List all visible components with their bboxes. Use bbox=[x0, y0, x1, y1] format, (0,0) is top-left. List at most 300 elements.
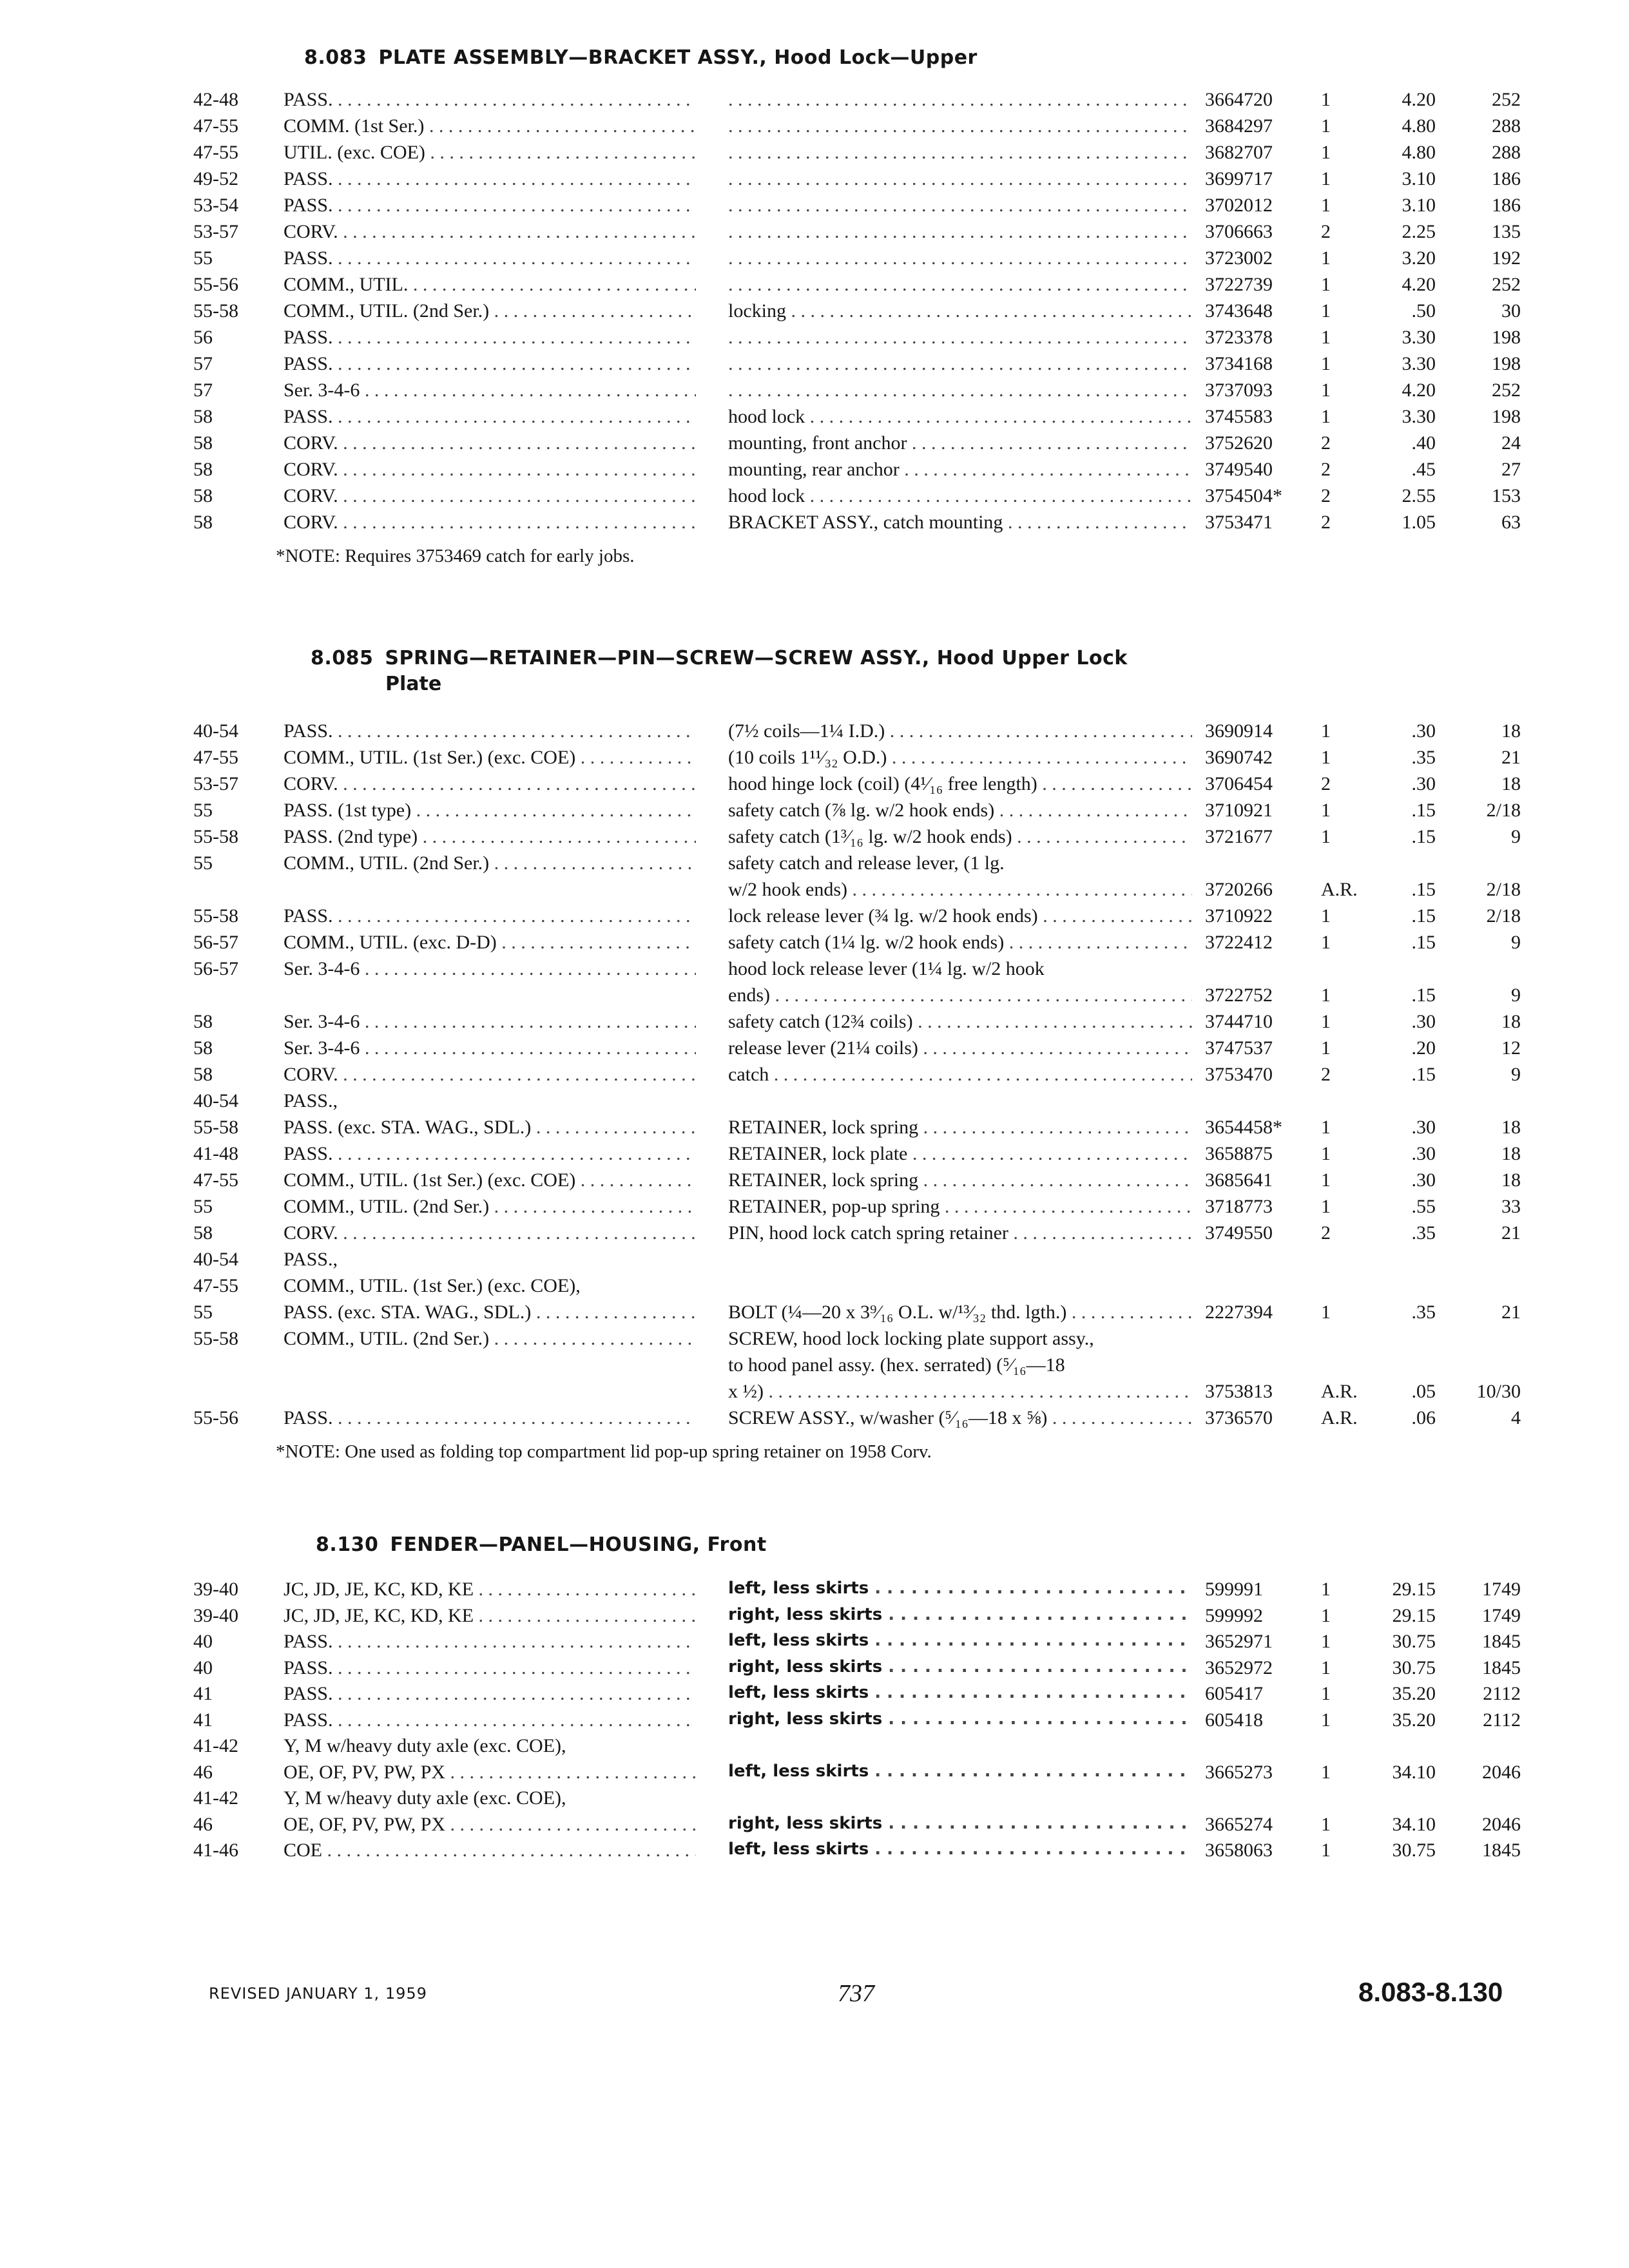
part-number: 3665273 bbox=[1205, 1761, 1273, 1783]
row-year: 39-40 bbox=[193, 1604, 238, 1626]
quantity: 1 bbox=[1321, 1683, 1331, 1704]
row-model bbox=[284, 512, 696, 533]
weight: 9 bbox=[1511, 932, 1521, 953]
quantity: 1 bbox=[1321, 1579, 1331, 1600]
row-model-text: Y, M w/heavy duty axle (exc. COE), bbox=[284, 1787, 566, 1809]
row-model-text: Y, M w/heavy duty axle (exc. COE), bbox=[284, 1735, 566, 1756]
row-description bbox=[728, 905, 1192, 927]
part-number: 3706454 bbox=[1205, 773, 1273, 794]
row-description bbox=[728, 115, 1192, 137]
row-model bbox=[284, 300, 696, 322]
row-description bbox=[728, 89, 1192, 111]
price: 4.20 bbox=[1402, 274, 1436, 295]
section-title bbox=[316, 1533, 767, 1556]
row-description bbox=[728, 1381, 1192, 1403]
row-model bbox=[284, 353, 696, 375]
price: .30 bbox=[1411, 1011, 1436, 1032]
row-model-text: PASS. bbox=[284, 1631, 333, 1652]
quantity: 2 bbox=[1321, 432, 1331, 454]
row-model bbox=[284, 274, 696, 296]
row-year: 58 bbox=[193, 432, 213, 454]
row-description-text: RETAINER, lock spring bbox=[728, 1117, 919, 1138]
quantity: 1 bbox=[1321, 168, 1331, 189]
part-number: 599992 bbox=[1205, 1604, 1263, 1626]
row-model-text: PASS. bbox=[284, 168, 333, 189]
row-description-text: to hood panel assy. (hex. serrated) (⁵⁄₁₆—18 bbox=[728, 1354, 1065, 1376]
row-year: 40-54 bbox=[193, 1249, 238, 1270]
weight: 18 bbox=[1501, 1117, 1521, 1138]
quantity: 2 bbox=[1321, 485, 1331, 506]
row-model bbox=[284, 485, 696, 507]
section-range: 8.083-8.130 bbox=[1358, 1977, 1503, 2007]
row-year: 58 bbox=[193, 1222, 213, 1244]
row-year: 55 bbox=[193, 1302, 213, 1323]
row-model-text: CORV. bbox=[284, 773, 338, 794]
row-model-text: CORV. bbox=[284, 221, 338, 242]
row-model-text: COE bbox=[284, 1840, 322, 1861]
row-model bbox=[284, 115, 696, 137]
row-description bbox=[728, 195, 1192, 216]
price: .15 bbox=[1411, 985, 1436, 1006]
quantity: 1 bbox=[1321, 1761, 1331, 1783]
price: .40 bbox=[1411, 432, 1436, 454]
row-year: 55-58 bbox=[193, 826, 238, 847]
row-model-text: JC, JD, JE, KC, KD, KE bbox=[284, 1604, 474, 1626]
quantity: 1 bbox=[1321, 1011, 1331, 1032]
part-number: 3723002 bbox=[1205, 247, 1273, 269]
part-number: 3702012 bbox=[1205, 195, 1273, 216]
row-year: 40-54 bbox=[193, 720, 238, 742]
part-number: 3658875 bbox=[1205, 1143, 1273, 1164]
row-year: 42-48 bbox=[193, 89, 238, 110]
row-description bbox=[728, 1169, 1192, 1191]
row-description bbox=[728, 1328, 1192, 1350]
row-model bbox=[284, 1787, 696, 1809]
price: .30 bbox=[1411, 773, 1436, 794]
price: .20 bbox=[1411, 1037, 1436, 1059]
row-description-text: BOLT (¼—20 x 3⁹⁄₁₆ O.L. w/¹³⁄₃₂ thd. lgth.) bbox=[728, 1302, 1067, 1323]
quantity: 1 bbox=[1321, 747, 1331, 768]
row-description-text: right, less skirts bbox=[728, 1709, 883, 1729]
price: .55 bbox=[1411, 1196, 1436, 1217]
row-model-text: PASS. bbox=[284, 327, 333, 348]
row-year: 57 bbox=[193, 353, 213, 374]
weight: 192 bbox=[1492, 247, 1521, 269]
row-description bbox=[728, 985, 1192, 1006]
page-number: 737 bbox=[838, 1980, 874, 2007]
section-heading-continued: Plate bbox=[385, 673, 442, 695]
part-number: 3722739 bbox=[1205, 274, 1273, 295]
row-model-text: PASS., bbox=[284, 1090, 338, 1111]
row-model bbox=[284, 406, 696, 428]
row-year: 53-57 bbox=[193, 773, 238, 794]
row-description bbox=[728, 1814, 1192, 1833]
weight: 198 bbox=[1492, 327, 1521, 348]
row-year: 55-58 bbox=[193, 1328, 238, 1349]
price: .35 bbox=[1411, 747, 1436, 768]
quantity: 1 bbox=[1321, 1657, 1331, 1678]
row-description-text: left, less skirts bbox=[728, 1631, 869, 1650]
row-description-text: (10 coils 1¹¹⁄₃₂ O.D.) bbox=[728, 747, 887, 768]
row-year: 41-48 bbox=[193, 1143, 238, 1164]
quantity: 1 bbox=[1321, 800, 1331, 821]
row-model bbox=[284, 1657, 696, 1679]
row-description bbox=[728, 773, 1192, 795]
row-description-text: hood hinge lock (coil) (4¹⁄₁₆ free length) bbox=[728, 773, 1037, 794]
row-description bbox=[728, 1840, 1192, 1859]
row-year: 55-58 bbox=[193, 300, 238, 322]
row-year: 47-55 bbox=[193, 115, 238, 137]
quantity: 2 bbox=[1321, 1064, 1331, 1085]
row-description-text: right, less skirts bbox=[728, 1813, 883, 1833]
part-number: 599991 bbox=[1205, 1579, 1263, 1600]
row-description-text: left, less skirts bbox=[728, 1579, 869, 1598]
row-model-text: COMM., UTIL. bbox=[284, 274, 409, 295]
weight: 288 bbox=[1492, 115, 1521, 137]
row-model-text: CORV. bbox=[284, 485, 338, 506]
part-number: 3753471 bbox=[1205, 512, 1273, 533]
row-model-text: Ser. 3-4-6 bbox=[284, 1037, 360, 1059]
part-number: 3684297 bbox=[1205, 115, 1273, 137]
price: 4.20 bbox=[1402, 380, 1436, 401]
price: 30.75 bbox=[1392, 1657, 1436, 1678]
row-description-text: safety catch (1³⁄₁₆ lg. w/2 hook ends) bbox=[728, 826, 1012, 847]
row-year: 55 bbox=[193, 247, 213, 269]
part-number: 2227394 bbox=[1205, 1302, 1273, 1323]
quantity: 1 bbox=[1321, 1840, 1331, 1861]
row-model bbox=[284, 1249, 696, 1271]
weight: 10/30 bbox=[1476, 1381, 1521, 1402]
weight: 21 bbox=[1501, 1222, 1521, 1244]
weight: 1845 bbox=[1482, 1631, 1521, 1652]
part-number: 3654458* bbox=[1205, 1117, 1282, 1138]
part-number: 3720266 bbox=[1205, 879, 1273, 900]
weight: 18 bbox=[1501, 1011, 1521, 1032]
row-description bbox=[728, 1657, 1192, 1677]
row-year: 55 bbox=[193, 1196, 213, 1217]
weight: 153 bbox=[1492, 485, 1521, 506]
row-model-text: PASS. (exc. STA. WAG., SDL.) bbox=[284, 1117, 532, 1138]
weight: 2112 bbox=[1483, 1683, 1521, 1704]
row-description-text: locking bbox=[728, 300, 786, 322]
row-description bbox=[728, 958, 1192, 980]
row-description-text: safety catch (1¼ lg. w/2 hook ends) bbox=[728, 932, 1005, 953]
quantity: 1 bbox=[1321, 1631, 1331, 1652]
row-model-text: CORV. bbox=[284, 1064, 338, 1085]
row-model-text: UTIL. (exc. COE) bbox=[284, 142, 425, 163]
weight: 9 bbox=[1511, 826, 1521, 847]
row-model bbox=[284, 380, 696, 401]
quantity: 1 bbox=[1321, 1169, 1331, 1191]
part-number: 3710921 bbox=[1205, 800, 1273, 821]
row-description bbox=[728, 1605, 1192, 1624]
quantity: 1 bbox=[1321, 142, 1331, 163]
row-description bbox=[728, 432, 1192, 454]
section-heading: SPRING—RETAINER—PIN—SCREW—SCREW ASSY., Hood Upper Lock bbox=[385, 647, 1128, 669]
row-description bbox=[728, 1222, 1192, 1244]
row-model-text: COMM., UTIL. (exc. D-D) bbox=[284, 932, 497, 953]
row-model bbox=[284, 247, 696, 269]
weight: 18 bbox=[1501, 1169, 1521, 1191]
row-year: 56-57 bbox=[193, 932, 238, 953]
price: .35 bbox=[1411, 1302, 1436, 1323]
row-year: 47-55 bbox=[193, 1275, 238, 1296]
quantity: 2 bbox=[1321, 221, 1331, 242]
row-model-text: OE, OF, PV, PW, PX bbox=[284, 1813, 446, 1835]
row-description-text: BRACKET ASSY., catch mounting bbox=[728, 512, 1003, 533]
row-description bbox=[728, 720, 1192, 742]
weight: 18 bbox=[1501, 1143, 1521, 1164]
part-number: 3682707 bbox=[1205, 142, 1273, 163]
price: 30.75 bbox=[1392, 1631, 1436, 1652]
row-model-text: COMM., UTIL. (2nd Ser.) bbox=[284, 852, 490, 874]
weight: 1845 bbox=[1482, 1657, 1521, 1678]
price: .35 bbox=[1411, 1222, 1436, 1244]
price: 3.30 bbox=[1402, 353, 1436, 374]
row-description-text: RETAINER, lock spring bbox=[728, 1169, 919, 1191]
section-heading: FENDER—PANEL—HOUSING, Front bbox=[390, 1533, 767, 1556]
price: 34.10 bbox=[1392, 1761, 1436, 1783]
quantity: 2 bbox=[1321, 1222, 1331, 1244]
part-number: 3736570 bbox=[1205, 1407, 1273, 1428]
row-year: 41 bbox=[193, 1683, 213, 1704]
row-year: 39-40 bbox=[193, 1579, 238, 1600]
row-year: 55-58 bbox=[193, 1117, 238, 1138]
weight: 2/18 bbox=[1486, 800, 1521, 821]
row-year: 40 bbox=[193, 1631, 213, 1652]
part-number: 3652971 bbox=[1205, 1631, 1273, 1652]
part-number: 3652972 bbox=[1205, 1657, 1273, 1678]
row-model-text: CORV. bbox=[284, 459, 338, 480]
row-model bbox=[284, 1196, 696, 1218]
quantity: 2 bbox=[1321, 459, 1331, 480]
price: 3.30 bbox=[1402, 327, 1436, 348]
price: 3.10 bbox=[1402, 168, 1436, 189]
part-number: 3664720 bbox=[1205, 89, 1273, 110]
row-model bbox=[284, 1222, 696, 1244]
row-model bbox=[284, 1683, 696, 1705]
part-number: 605418 bbox=[1205, 1709, 1263, 1731]
row-model-text: CORV. bbox=[284, 432, 338, 454]
quantity: 1 bbox=[1321, 905, 1331, 927]
row-model-text: COMM., UTIL. (2nd Ser.) bbox=[284, 1328, 490, 1349]
row-model bbox=[284, 773, 696, 795]
part-number: 3699717 bbox=[1205, 168, 1273, 189]
row-model-text: COMM. (1st Ser.) bbox=[284, 115, 425, 137]
row-description-text: SCREW ASSY., w/washer (⁵⁄₁₆—18 x ⅝) bbox=[728, 1407, 1048, 1428]
quantity: 1 bbox=[1321, 195, 1331, 216]
row-model-text: PASS. bbox=[284, 1683, 333, 1704]
row-description bbox=[728, 168, 1192, 190]
row-description bbox=[728, 221, 1192, 243]
weight: 2046 bbox=[1482, 1813, 1521, 1835]
section-heading: PLATE ASSEMBLY—BRACKET ASSY., Hood Lock—Upper bbox=[378, 46, 978, 69]
row-description-text: safety catch (12¾ coils) bbox=[728, 1011, 913, 1032]
part-number: 3737093 bbox=[1205, 380, 1273, 401]
row-model bbox=[284, 1302, 696, 1323]
row-model-text: PASS. bbox=[284, 1407, 333, 1428]
weight: 30 bbox=[1501, 300, 1521, 322]
row-year: 58 bbox=[193, 1037, 213, 1059]
row-model bbox=[284, 1709, 696, 1731]
row-description bbox=[728, 1143, 1192, 1165]
row-year: 40-54 bbox=[193, 1090, 238, 1111]
row-year: 58 bbox=[193, 1011, 213, 1032]
weight: 2112 bbox=[1483, 1709, 1521, 1731]
row-description-text: mounting, front anchor bbox=[728, 432, 907, 454]
weight: 186 bbox=[1492, 195, 1521, 216]
part-number: 3722752 bbox=[1205, 985, 1273, 1006]
price: .30 bbox=[1411, 1117, 1436, 1138]
row-description bbox=[728, 1631, 1192, 1650]
price: .30 bbox=[1411, 1143, 1436, 1164]
row-description-text: lock release lever (¾ lg. w/2 hook ends) bbox=[728, 905, 1038, 927]
part-number: 3749550 bbox=[1205, 1222, 1273, 1244]
row-year: 55-58 bbox=[193, 905, 238, 927]
price: .15 bbox=[1411, 1064, 1436, 1085]
quantity: 1 bbox=[1321, 826, 1331, 847]
row-model bbox=[284, 142, 696, 164]
row-model-text: PASS. (exc. STA. WAG., SDL.) bbox=[284, 1302, 532, 1323]
row-description bbox=[728, 1064, 1192, 1086]
row-model bbox=[284, 1762, 696, 1783]
row-model-text: JC, JD, JE, KC, KD, KE bbox=[284, 1579, 474, 1600]
part-number: 3658063 bbox=[1205, 1840, 1273, 1861]
row-model bbox=[284, 459, 696, 481]
quantity: 1 bbox=[1321, 380, 1331, 401]
row-model bbox=[284, 852, 696, 874]
row-year: 49-52 bbox=[193, 168, 238, 189]
part-number: 3665274 bbox=[1205, 1813, 1273, 1835]
row-description bbox=[728, 932, 1192, 954]
row-model bbox=[284, 1605, 696, 1627]
row-model bbox=[284, 1579, 696, 1600]
price: .05 bbox=[1411, 1381, 1436, 1402]
row-description bbox=[728, 142, 1192, 164]
row-description-text: right, less skirts bbox=[728, 1657, 883, 1677]
row-year: 41-42 bbox=[193, 1787, 238, 1809]
quantity: 1 bbox=[1321, 115, 1331, 137]
row-model bbox=[284, 1407, 696, 1429]
part-number: 3749540 bbox=[1205, 459, 1273, 480]
price: 34.10 bbox=[1392, 1813, 1436, 1835]
row-model-text: OE, OF, PV, PW, PX bbox=[284, 1761, 446, 1783]
row-description bbox=[728, 1709, 1192, 1729]
part-number: 3690742 bbox=[1205, 747, 1273, 768]
row-description-text: catch bbox=[728, 1064, 769, 1085]
price: .15 bbox=[1411, 826, 1436, 847]
weight: 1749 bbox=[1482, 1604, 1521, 1626]
price: 4.80 bbox=[1402, 142, 1436, 163]
row-model bbox=[284, 1840, 696, 1861]
quantity: 1 bbox=[1321, 274, 1331, 295]
row-year: 58 bbox=[193, 512, 213, 533]
row-year: 57 bbox=[193, 380, 213, 401]
row-model bbox=[284, 747, 696, 769]
quantity: 1 bbox=[1321, 300, 1331, 322]
weight: 186 bbox=[1492, 168, 1521, 189]
row-model-text: CORV. bbox=[284, 1222, 338, 1244]
quantity: 1 bbox=[1321, 1709, 1331, 1731]
row-model bbox=[284, 221, 696, 243]
row-description-text: SCREW, hood lock locking plate support assy., bbox=[728, 1328, 1094, 1349]
price: .15 bbox=[1411, 905, 1436, 927]
row-description-text: PIN, hood lock catch spring retainer bbox=[728, 1222, 1008, 1244]
row-year: 46 bbox=[193, 1813, 213, 1835]
weight: 63 bbox=[1501, 512, 1521, 533]
row-description-text: hood lock bbox=[728, 485, 805, 506]
price: .30 bbox=[1411, 720, 1436, 742]
part-number: 3685641 bbox=[1205, 1169, 1273, 1191]
row-model-text: COMM., UTIL. (1st Ser.) (exc. COE), bbox=[284, 1275, 581, 1296]
row-year: 56-57 bbox=[193, 958, 238, 979]
row-description bbox=[728, 826, 1192, 848]
weight: 18 bbox=[1501, 773, 1521, 794]
row-description bbox=[728, 247, 1192, 269]
part-number: 3743648 bbox=[1205, 300, 1273, 322]
price: 4.80 bbox=[1402, 115, 1436, 137]
row-model bbox=[284, 1275, 696, 1297]
row-description-text: release lever (21¼ coils) bbox=[728, 1037, 918, 1059]
row-model bbox=[284, 1037, 696, 1059]
section-number: 8.083 bbox=[304, 46, 367, 69]
row-year: 55-56 bbox=[193, 1407, 238, 1428]
part-number: 3710922 bbox=[1205, 905, 1273, 927]
price: .50 bbox=[1411, 300, 1436, 322]
part-number: 3744710 bbox=[1205, 1011, 1273, 1032]
price: .15 bbox=[1411, 800, 1436, 821]
row-model bbox=[284, 1090, 696, 1112]
weight: 27 bbox=[1501, 459, 1521, 480]
row-description bbox=[728, 879, 1192, 901]
weight: 9 bbox=[1511, 985, 1521, 1006]
row-model-text: PASS. (1st type) bbox=[284, 800, 412, 821]
quantity: 1 bbox=[1321, 932, 1331, 953]
row-description bbox=[728, 406, 1192, 428]
row-model-text: PASS. bbox=[284, 406, 333, 427]
price: .06 bbox=[1411, 1407, 1436, 1428]
row-description bbox=[728, 1196, 1192, 1218]
price: 2.55 bbox=[1402, 485, 1436, 506]
part-number: 3745583 bbox=[1205, 406, 1273, 427]
quantity: 1 bbox=[1321, 720, 1331, 742]
part-number: 3753470 bbox=[1205, 1064, 1273, 1085]
weight: 33 bbox=[1501, 1196, 1521, 1217]
weight: 198 bbox=[1492, 406, 1521, 427]
row-model bbox=[284, 905, 696, 927]
row-description-text: hood lock bbox=[728, 406, 805, 427]
weight: 1749 bbox=[1482, 1579, 1521, 1600]
row-model bbox=[284, 932, 696, 954]
row-year: 55 bbox=[193, 800, 213, 821]
row-description-text: mounting, rear anchor bbox=[728, 459, 900, 480]
row-model bbox=[284, 720, 696, 742]
quantity: 1 bbox=[1321, 1143, 1331, 1164]
row-description-text: left, less skirts bbox=[728, 1683, 869, 1702]
row-model-text: PASS. bbox=[284, 1657, 333, 1678]
row-model bbox=[284, 432, 696, 454]
weight: 4 bbox=[1511, 1407, 1521, 1428]
quantity: 1 bbox=[1321, 247, 1331, 269]
row-year: 47-55 bbox=[193, 142, 238, 163]
row-description bbox=[728, 1407, 1192, 1429]
quantity: 1 bbox=[1321, 327, 1331, 348]
price: 35.20 bbox=[1392, 1709, 1436, 1731]
weight: 9 bbox=[1511, 1064, 1521, 1085]
row-year: 53-57 bbox=[193, 221, 238, 242]
row-description-text: ends) bbox=[728, 985, 770, 1006]
row-description bbox=[728, 274, 1192, 296]
